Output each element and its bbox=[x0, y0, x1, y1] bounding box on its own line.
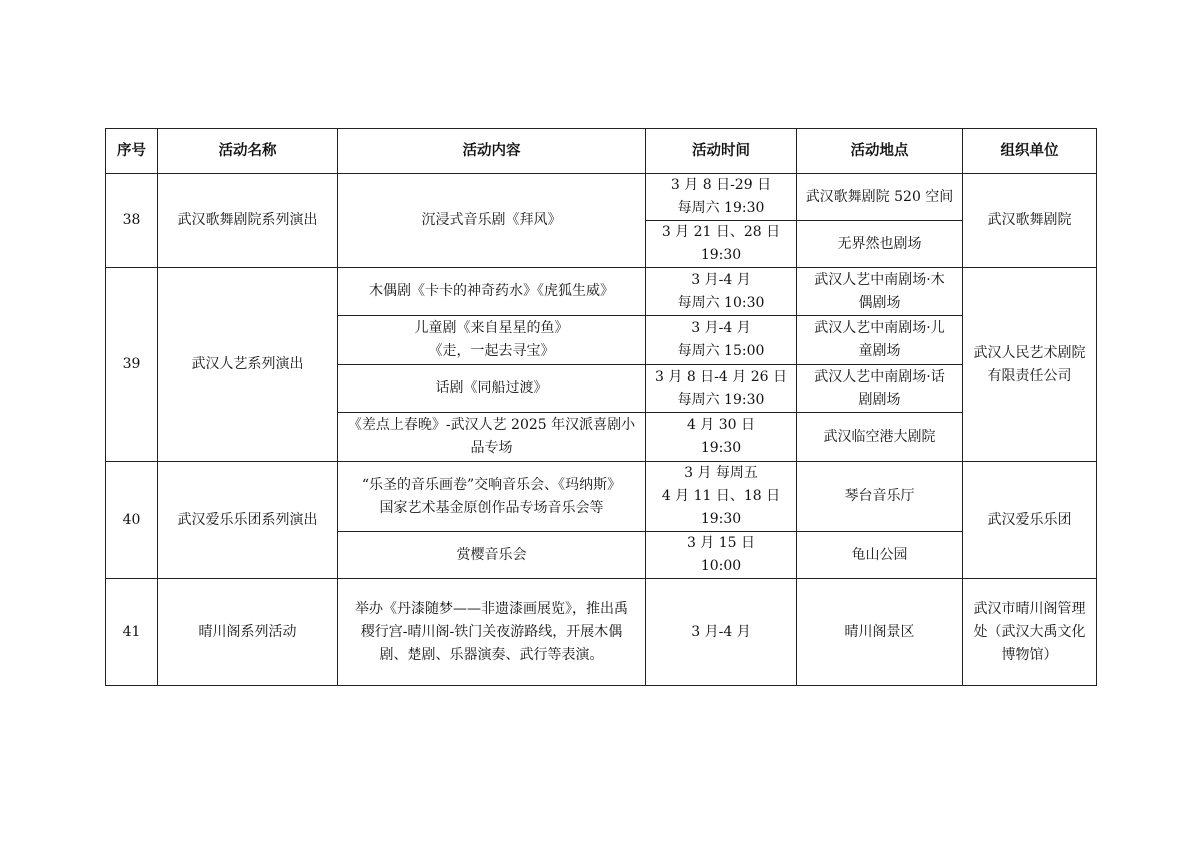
cell-place: 无界然也剧场 bbox=[797, 221, 963, 268]
cell-place bbox=[797, 365, 963, 413]
cell-place: 武汉歌舞剧院 520 空间 bbox=[797, 174, 963, 221]
cell-no: 40 bbox=[106, 462, 158, 579]
time-line: 3 月 15 日 bbox=[686, 535, 756, 551]
content-line: 《走，一起去寻宝》 bbox=[428, 343, 555, 359]
content-line: 稷行宫-晴川阁-铁门关夜游路线，开展木偶 bbox=[360, 623, 623, 640]
cell-content bbox=[338, 462, 646, 532]
header-no: 序号 bbox=[106, 129, 158, 174]
cell-name: 武汉歌舞剧院系列演出 bbox=[158, 174, 338, 268]
time-line: 3 月 每周五 bbox=[684, 465, 758, 481]
time-line: 3 月 21 日、28 日 bbox=[661, 224, 781, 240]
table-row bbox=[106, 579, 1097, 686]
place-line: 武汉人艺中南剧场·话 bbox=[814, 368, 945, 385]
header-name: 活动名称 bbox=[158, 129, 338, 174]
content-line: 品专场 bbox=[470, 440, 513, 456]
place-line: 童剧场 bbox=[858, 343, 901, 359]
cell-place: 琴台音乐厅 bbox=[797, 462, 963, 532]
cell-name: 武汉爱乐乐团系列演出 bbox=[158, 462, 338, 579]
cell-time bbox=[646, 316, 797, 365]
cell-time bbox=[646, 268, 797, 316]
cell-time bbox=[646, 174, 797, 221]
header-place: 活动地点 bbox=[797, 129, 963, 174]
content-line: 举办《丹漆随梦——非遗漆画展览》，推出禹 bbox=[355, 600, 628, 617]
content-line: 《差点上春晚》-武汉人艺 2025 年汉派喜剧小 bbox=[347, 417, 636, 433]
time-line: 每周六 19:30 bbox=[677, 200, 765, 216]
cell-place bbox=[797, 316, 963, 365]
header-time: 活动时间 bbox=[646, 129, 797, 174]
time-line: 4 月 30 日 bbox=[686, 417, 756, 433]
time-line: 19:30 bbox=[700, 440, 742, 456]
org-line: 博物馆） bbox=[1001, 646, 1058, 663]
time-line: 每周六 10:30 bbox=[677, 294, 765, 311]
events-table bbox=[105, 128, 1097, 686]
table-row bbox=[106, 268, 1097, 316]
org-line: 处（武汉大禹文化 bbox=[973, 623, 1086, 640]
cell-org bbox=[963, 268, 1097, 462]
time-line: 3 月 8 日-29 日 bbox=[670, 177, 772, 193]
cell-place: 晴川阁景区 bbox=[797, 579, 963, 686]
cell-place: 武汉临空港大剧院 bbox=[797, 413, 963, 462]
org-line: 有限责任公司 bbox=[987, 367, 1072, 384]
cell-time bbox=[646, 413, 797, 462]
cell-org: 武汉歌舞剧院 bbox=[963, 174, 1097, 268]
time-line: 4 月 11 日、18 日 bbox=[661, 488, 781, 504]
org-line: 武汉市晴川阁管理 bbox=[973, 600, 1086, 617]
header-content: 活动内容 bbox=[338, 129, 646, 174]
content-line: 儿童剧《来自星星的鱼》 bbox=[414, 320, 569, 336]
cell-content bbox=[338, 579, 646, 686]
cell-content bbox=[338, 316, 646, 365]
cell-content: 话剧《同船过渡》 bbox=[338, 365, 646, 413]
header-row bbox=[106, 129, 1097, 174]
time-line: 19:30 bbox=[700, 511, 742, 527]
time-line: 每周六 15:00 bbox=[677, 343, 765, 359]
cell-time bbox=[646, 462, 797, 532]
content-line: 国家艺术基金原创作品专场音乐会等 bbox=[379, 499, 604, 516]
time-line: 3 月 8 日-4 月 26 日 bbox=[655, 368, 787, 385]
time-line: 19:30 bbox=[700, 247, 742, 263]
cell-org: 武汉爱乐乐团 bbox=[963, 462, 1097, 579]
cell-time bbox=[646, 365, 797, 413]
cell-org bbox=[963, 579, 1097, 686]
cell-time bbox=[646, 221, 797, 268]
place-line: 偶剧场 bbox=[858, 294, 901, 311]
cell-time: 3 月-4 月 bbox=[646, 579, 797, 686]
content-line: 剧、楚剧、乐器演奏、武行等表演。 bbox=[379, 646, 604, 663]
cell-name: 武汉人艺系列演出 bbox=[158, 268, 338, 462]
cell-place: 龟山公园 bbox=[797, 532, 963, 579]
cell-name: 晴川阁系列活动 bbox=[158, 579, 338, 686]
table-row bbox=[106, 462, 1097, 532]
cell-content bbox=[338, 413, 646, 462]
time-line: 3 月-4 月 bbox=[691, 320, 751, 336]
cell-time bbox=[646, 532, 797, 579]
place-line: 武汉人艺中南剧场·儿 bbox=[814, 320, 945, 336]
place-line: 武汉人艺中南剧场·木 bbox=[814, 271, 945, 288]
place-line: 剧剧场 bbox=[858, 391, 901, 408]
cell-no: 38 bbox=[106, 174, 158, 268]
time-line: 3 月-4 月 bbox=[691, 271, 751, 288]
cell-content: 木偶剧《卡卡的神奇药水》《虎狐生威》 bbox=[338, 268, 646, 316]
cell-place bbox=[797, 268, 963, 316]
time-line: 10:00 bbox=[700, 558, 742, 574]
cell-no: 39 bbox=[106, 268, 158, 462]
org-line: 武汉人民艺术剧院 bbox=[973, 344, 1086, 361]
header-org: 组织单位 bbox=[963, 129, 1097, 174]
content-line: “乐圣的音乐画卷”交响音乐会、《玛纳斯》 bbox=[361, 476, 622, 493]
cell-content: 沉浸式音乐剧《拜风》 bbox=[338, 174, 646, 268]
time-line: 每周六 19:30 bbox=[677, 391, 765, 408]
cell-no: 41 bbox=[106, 579, 158, 686]
cell-content: 赏樱音乐会 bbox=[338, 532, 646, 579]
table-row bbox=[106, 174, 1097, 221]
